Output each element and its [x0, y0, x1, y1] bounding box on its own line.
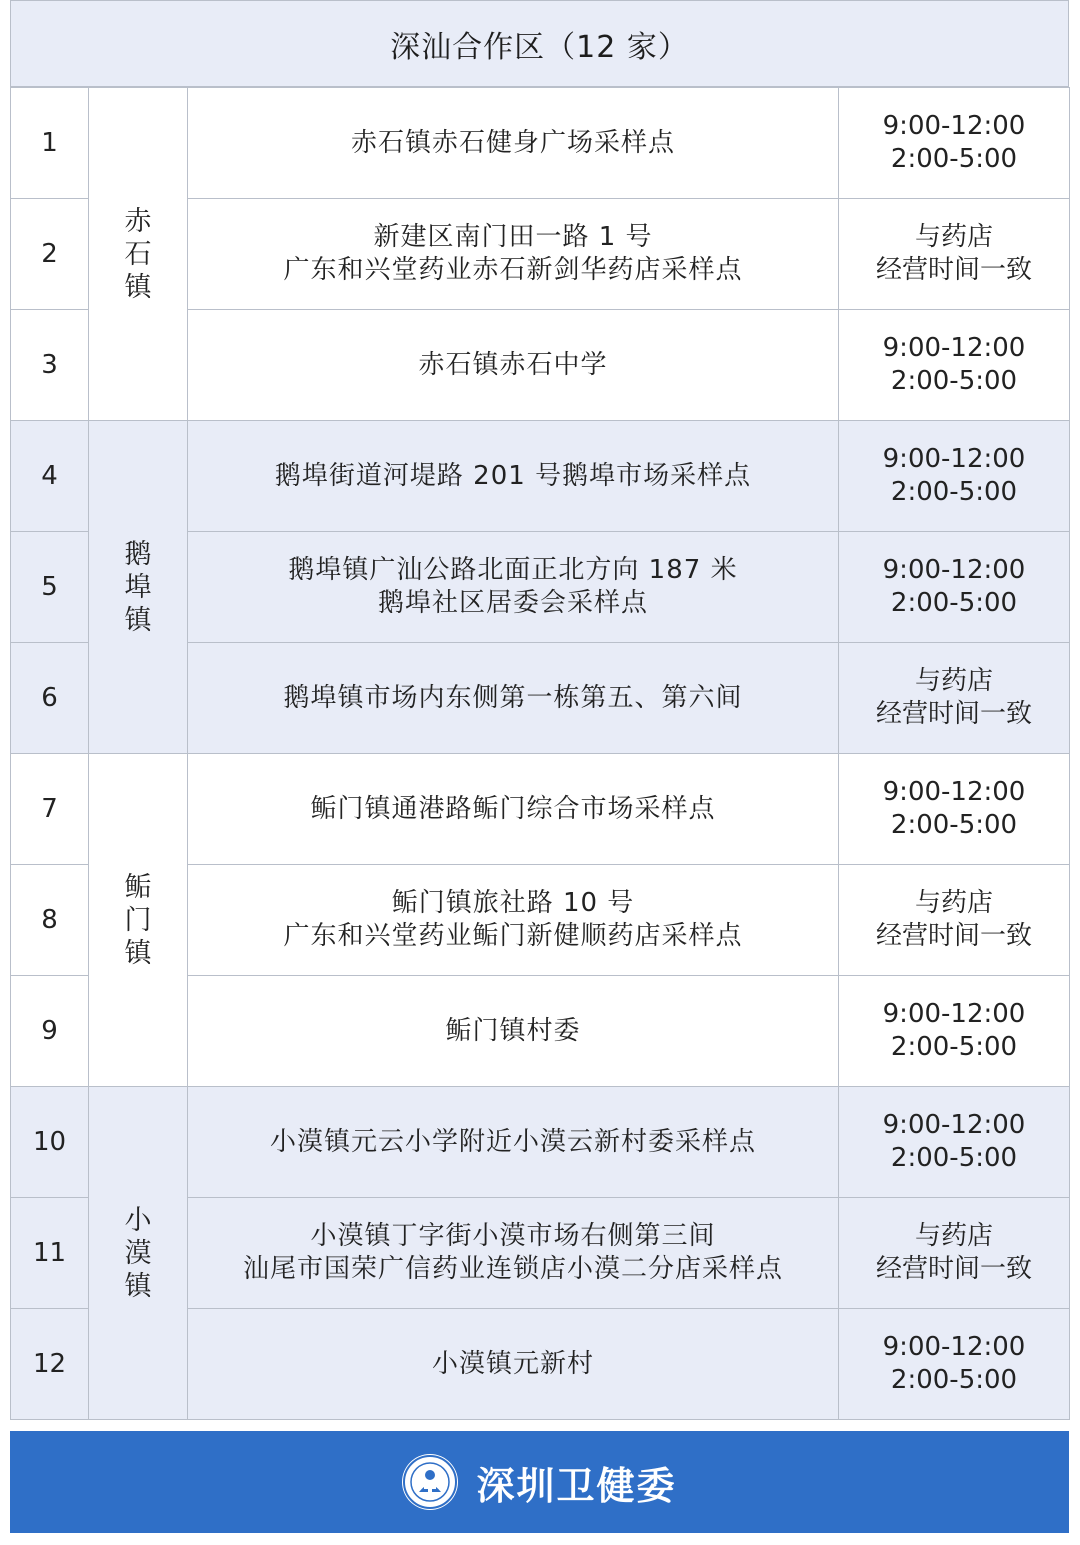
hours-cell: [839, 421, 1070, 532]
row-number: 11: [11, 1198, 89, 1309]
location-line: 鹅埠镇市场内东侧第一栋第五、第六间: [283, 682, 743, 713]
location-line: 小漠镇元新村: [431, 1348, 594, 1379]
location-cell: [188, 643, 839, 754]
table-row: [11, 1087, 1070, 1198]
location-line: 赤石镇赤石中学: [418, 349, 608, 380]
location-cell: [188, 865, 839, 976]
town-char: 镇: [124, 1270, 152, 1302]
town-char: 鲘: [124, 871, 152, 903]
hours-cell: [839, 88, 1070, 199]
hours-line: 与药店: [914, 888, 993, 918]
town-char: 镇: [124, 271, 152, 303]
hours-line: 经营时间一致: [875, 255, 1032, 285]
brand-name: 深圳卫健委: [476, 1463, 677, 1508]
row-number: 8: [11, 865, 89, 976]
location-cell: [188, 1198, 839, 1309]
town-char: 小: [124, 1204, 152, 1236]
town-char: 鹅: [124, 538, 152, 570]
table-row: [11, 88, 1070, 199]
row-number: 6: [11, 643, 89, 754]
hours-cell: [839, 310, 1070, 421]
hours-cell: [839, 643, 1070, 754]
hours-line: 9:00-12:00: [882, 777, 1026, 807]
hours-cell: [839, 865, 1070, 976]
hours-line: 9:00-12:00: [882, 1110, 1026, 1140]
location-cell: [188, 976, 839, 1087]
hours-line: 经营时间一致: [875, 1254, 1032, 1284]
location-line: 小漠镇元云小学附近小漠云新村委采样点: [269, 1126, 756, 1157]
row-number: 1: [11, 88, 89, 199]
location-cell: [188, 310, 839, 421]
location-line: 新建区南门田一路 1 号: [373, 222, 653, 252]
location-cell: [188, 1087, 839, 1198]
location-line: 鲘门镇通港路鲘门综合市场采样点: [310, 793, 716, 824]
hours-line: 2:00-5:00: [890, 477, 1018, 507]
hours-cell: [839, 976, 1070, 1087]
location-cell: [188, 1309, 839, 1420]
town-cell: [89, 754, 188, 1087]
row-number: 4: [11, 421, 89, 532]
town-char: 石: [124, 238, 152, 270]
hours-line: 与药店: [914, 222, 993, 252]
location-cell: [188, 199, 839, 310]
row-number: 7: [11, 754, 89, 865]
hours-line: 经营时间一致: [875, 921, 1032, 951]
hours-line: 2:00-5:00: [890, 366, 1018, 396]
location-line: 广东和兴堂药业赤石新剑华药店采样点: [283, 255, 743, 285]
hours-cell: [839, 754, 1070, 865]
table-row: [11, 421, 1070, 532]
hours-line: 9:00-12:00: [882, 999, 1026, 1029]
hours-line: 与药店: [914, 666, 993, 696]
town-char: 埠: [124, 571, 152, 603]
location-line: 鲘门镇村委: [445, 1015, 581, 1046]
hours-cell: [839, 1309, 1070, 1420]
location-line: 鲘门镇旅社路 10 号: [391, 888, 635, 918]
town-cell: [89, 88, 188, 421]
hours-cell: [839, 1198, 1070, 1309]
location-cell: [188, 421, 839, 532]
hours-line: 9:00-12:00: [882, 555, 1026, 585]
town-char: 镇: [124, 604, 152, 636]
location-line: 广东和兴堂药业鲘门新健顺药店采样点: [283, 921, 743, 951]
row-number: 10: [11, 1087, 89, 1198]
town-cell: [89, 421, 188, 754]
hours-line: 2:00-5:00: [890, 1143, 1018, 1173]
row-number: 12: [11, 1309, 89, 1420]
town-cell: [89, 1087, 188, 1420]
row-number: 9: [11, 976, 89, 1087]
location-line: 赤石镇赤石健身广场采样点: [350, 127, 675, 158]
hours-line: 9:00-12:00: [882, 1332, 1026, 1362]
location-line: 鹅埠镇广汕公路北面正北方向 187 米: [288, 555, 738, 585]
table-title: 深汕合作区（12 家）: [10, 0, 1069, 87]
hours-line: 9:00-12:00: [882, 444, 1026, 474]
hours-line: 2:00-5:00: [890, 1365, 1018, 1395]
sampling-sites-table-container: [10, 0, 1069, 1420]
hours-line: 经营时间一致: [875, 699, 1032, 729]
health-commission-logo-icon: [402, 1454, 458, 1510]
sampling-sites-table: [10, 87, 1070, 1420]
location-line: 汕尾市国荣广信药业连锁店小漠二分店采样点: [242, 1254, 783, 1284]
town-char: 赤: [124, 205, 152, 237]
hours-line: 9:00-12:00: [882, 111, 1026, 141]
row-number: 5: [11, 532, 89, 643]
table-row: [11, 754, 1070, 865]
location-cell: [188, 532, 839, 643]
town-char: 门: [124, 904, 152, 936]
row-number: 2: [11, 199, 89, 310]
location-line: 鹅埠街道河堤路 201 号鹅埠市场采样点: [274, 460, 752, 491]
row-number: 3: [11, 310, 89, 421]
hours-cell: [839, 532, 1070, 643]
location-line: 鹅埠社区居委会采样点: [377, 588, 648, 618]
hours-line: 2:00-5:00: [890, 144, 1018, 174]
town-char: 漠: [124, 1237, 152, 1269]
hours-line: 2:00-5:00: [890, 1032, 1018, 1062]
town-char: 镇: [124, 937, 152, 969]
hours-cell: [839, 1087, 1070, 1198]
hours-line: 与药店: [914, 1221, 993, 1251]
location-line: 小漠镇丁字街小漠市场右侧第三间: [310, 1221, 716, 1251]
hours-line: 2:00-5:00: [890, 810, 1018, 840]
location-cell: [188, 754, 839, 865]
footer-banner: [10, 1431, 1069, 1533]
hours-line: 2:00-5:00: [890, 588, 1018, 618]
hours-cell: [839, 199, 1070, 310]
location-cell: [188, 88, 839, 199]
hours-line: 9:00-12:00: [882, 333, 1026, 363]
